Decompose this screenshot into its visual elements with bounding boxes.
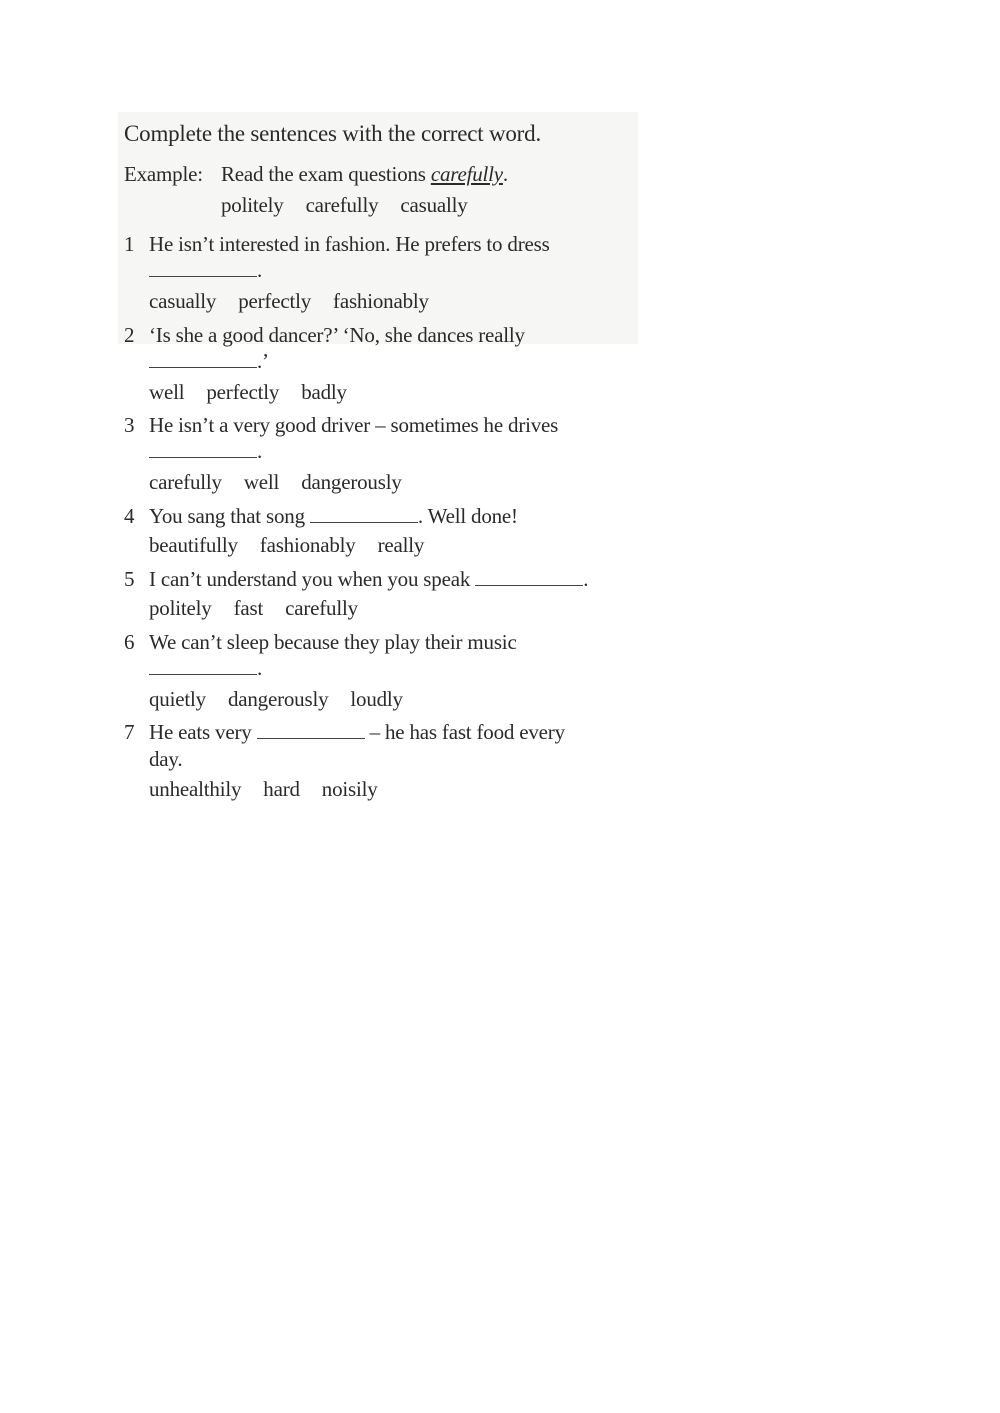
answer-blank[interactable]	[149, 260, 257, 277]
option: perfectly	[206, 380, 280, 404]
answer-blank[interactable]	[149, 441, 257, 458]
option: beautifully	[149, 533, 238, 557]
instructions-title: Complete the sentences with the correct word.	[124, 121, 541, 146]
option: hard	[263, 777, 300, 801]
option: carefully	[149, 470, 222, 494]
option: dangerously	[227, 687, 329, 711]
question-number: 5	[124, 567, 135, 591]
answer-blank[interactable]	[257, 722, 365, 739]
example-after: .	[502, 162, 508, 186]
option: unhealthily	[149, 777, 242, 801]
question-options	[149, 687, 403, 711]
option: perfectly	[238, 289, 312, 313]
question-options	[149, 596, 358, 620]
question-text: He isn’t interested in fashion. He prefers to dress	[149, 232, 550, 256]
question-number: 3	[124, 413, 135, 437]
answer-blank-line: .	[149, 258, 262, 282]
question-options	[149, 380, 347, 404]
question-text: He eats very – he has fast food every	[149, 720, 565, 744]
option: quietly	[149, 687, 206, 711]
question-options	[149, 289, 429, 313]
question-number: 7	[124, 720, 135, 744]
option: fast	[233, 596, 264, 620]
question-number: 2	[124, 323, 135, 347]
answer-blank-line: .’	[149, 349, 269, 373]
option: fashionably	[333, 289, 429, 313]
example-before: Read the exam questions	[221, 162, 431, 186]
answer-blank[interactable]	[149, 351, 257, 368]
option: really	[377, 533, 425, 557]
option: casually	[149, 289, 217, 313]
option: loudly	[350, 687, 403, 711]
option: noisily	[321, 777, 378, 801]
question-number: 6	[124, 630, 135, 654]
option: fashionably	[259, 533, 356, 557]
answer-blank-line: .	[149, 656, 262, 680]
option: dangerously	[301, 470, 402, 494]
answer-blank[interactable]	[310, 506, 418, 523]
example-answer: carefully	[430, 162, 503, 186]
option: well	[243, 470, 280, 494]
option: casually	[400, 193, 468, 217]
option: well	[149, 380, 185, 404]
example-label: Example:	[124, 162, 203, 186]
question-text-continued: day.	[149, 747, 183, 771]
question-number: 4	[124, 504, 135, 528]
option: badly	[301, 380, 347, 404]
question-options	[149, 533, 424, 557]
question-text: You sang that song . Well done!	[149, 504, 518, 528]
example-sentence	[221, 162, 508, 186]
question-number: 1	[124, 232, 135, 256]
example-options	[221, 193, 468, 217]
answer-blank-line: .	[149, 439, 262, 463]
option: politely	[221, 193, 284, 217]
question-options	[149, 470, 402, 494]
answer-blank[interactable]	[475, 569, 583, 586]
question-text: We can’t sleep because they play their music	[149, 630, 517, 654]
option: carefully	[305, 193, 379, 217]
question-text: ‘Is she a good dancer?’ ‘No, she dances really	[149, 323, 525, 347]
option: carefully	[285, 596, 358, 620]
answer-blank[interactable]	[149, 658, 257, 675]
question-options	[149, 777, 378, 801]
question-text: I can’t understand you when you speak .	[149, 567, 589, 591]
question-text: He isn’t a very good driver – sometimes he drives	[149, 413, 559, 437]
option: politely	[149, 596, 212, 620]
